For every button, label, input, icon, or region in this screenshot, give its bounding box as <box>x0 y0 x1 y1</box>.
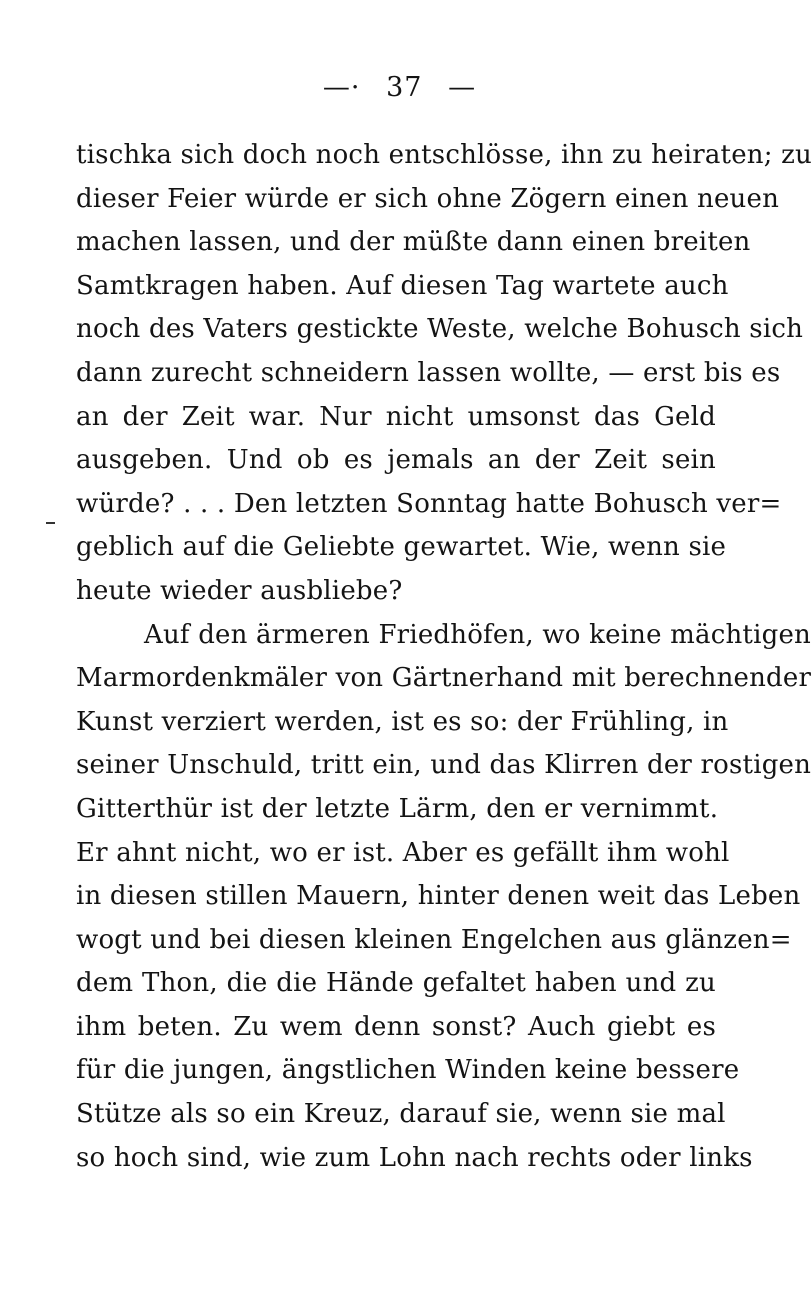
text-line: in diesen stillen Mauern, hinter denen weit das Leben <box>76 881 801 912</box>
text-line: ihm beten. Zu wem denn sonst? Auch giebt es <box>76 1011 716 1042</box>
text-line: seiner Unschuld, tritt ein, und das Klirren der rostigen <box>76 750 812 781</box>
text-line: Er ahnt nicht, wo er ist. Aber es gefällt ihm wohl <box>76 837 730 868</box>
paragraph-end-line: heute wieder ausbliebe? <box>76 575 403 606</box>
header-right-dash: — <box>448 72 477 103</box>
header-left-dash: —· <box>322 72 361 103</box>
text-line: Samtkragen haben. Auf diesen Tag wartete auch <box>76 270 729 301</box>
text-line: Stütze als so ein Kreuz, darauf sie, wenn sie mal <box>76 1099 726 1130</box>
text-line: ausgeben. Und ob es jemals an der Zeit sein <box>76 445 716 476</box>
text-line: noch des Vaters gestickte Weste, welche Bohusch sich <box>76 314 804 345</box>
body-text <box>76 134 812 1180</box>
page-number: 37 <box>386 72 423 103</box>
text-line: so hoch sind, wie zum Lohn nach rechts oder links <box>76 1142 753 1173</box>
text-line: geblich auf die Geliebte gewartet. Wie, wenn sie <box>76 532 727 563</box>
text-line: an der Zeit war. Nur nicht umsonst das Geld <box>76 401 716 432</box>
text-line: Marmordenkmäler von Gärtnerhand mit berechnender <box>76 663 812 694</box>
text-line: für die jungen, ängstlichen Winden keine bessere <box>76 1055 740 1086</box>
paragraph-start-line: Auf den ärmeren Friedhöfen, wo keine mächtigen <box>144 619 811 650</box>
margin-mark <box>46 522 55 524</box>
text-line: wogt und bei diesen kleinen Engelchen aus glänzen= <box>76 924 792 955</box>
text-line: würde? . . . Den letzten Sonntag hatte Bohusch ver= <box>76 488 782 519</box>
text-line: dem Thon, die die Hände gefaltet haben und zu <box>76 968 716 999</box>
page-header <box>0 68 799 108</box>
text-line: dann zurecht schneidern lassen wollte, — erst bis es <box>76 357 781 388</box>
text-line: Gitterthür ist der letzte Lärm, den er vernimmt. <box>76 793 719 824</box>
text-line: machen lassen, und der müßte dann einen breiten <box>76 227 751 258</box>
text-line: tischka sich doch noch entschlösse, ihn zu heiraten; zu <box>76 140 812 170</box>
text-line: Kunst verziert werden, ist es so: der Frühling, in <box>76 706 729 737</box>
text-line: dieser Feier würde er sich ohne Zögern einen neuen <box>76 183 780 214</box>
